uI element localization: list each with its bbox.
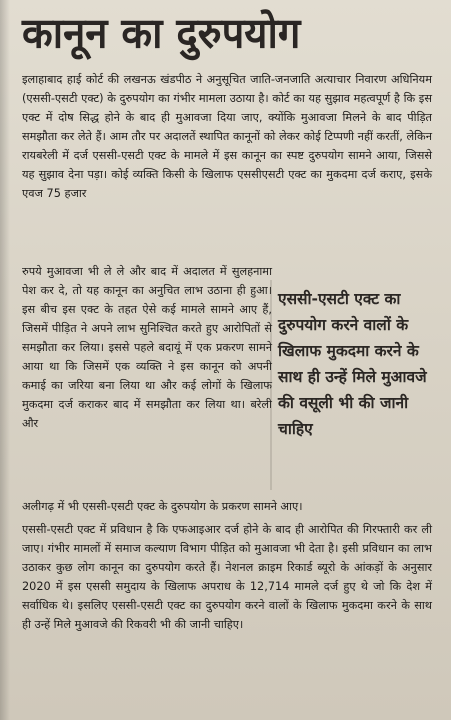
article-paragraph-2: रुपये मुआवजा भी ले ले और बाद में अदालत में सुलहनामा पेश कर दे, तो यह कानून का अनुचित लाभ उठाना ही हुआ। इस बीच इस एक्ट के तहत ऐसे कई मामले सामने आए हैं, जिसमें पीड़ित ने अपने लाभ सुनिश्चित करते हुए आरोपितों से समझौता कर लिया। इससे पहले बदायूं में एक प्रकरण सामने आया था कि जिसमें एक व्यक्ति ने इस कानून को अपनी कमाई का जरिया बना लिया था और कई लोगों के खिलाफ मुकदमा दर्ज कराकर बाद में समझौता कर लिया था। बरेली और — [22, 265, 272, 430]
article-paragraph-3: अलीगढ़ में भी एससी-एसटी एक्ट के दुरुपयोग के प्रकरण सामने आए। — [22, 500, 303, 513]
pull-quote: एससी-एसटी एक्ट का दुरुपयोग करने वालों के खिलाफ मुकदमा करने के साथ ही उन्हें मिले मुआवजे की वसूली भी की जानी चाहिए — [278, 290, 427, 438]
article-headline: कानून का दुरुपयोग — [22, 9, 301, 59]
page-fold-shadow — [0, 0, 10, 720]
article-paragraph-4: एससी-एसटी एक्ट में प्रविधान है कि एफआइआर दर्ज होने के बाद ही आरोपित की गिरफ्तारी कर ली जाए। गंभीर मामलों में समाज कल्याण विभाग पीड़ित को मुआवजा भी देता है। इसी प्रविधान का लाभ उठाकर कुछ लोग कानून का दुरुपयोग करते हैं। नेशनल क्राइम रिकार्ड ब्यूरो के आंकड़ों के अनुसार 2020 में इस एससी समुदाय के खिलाफ अपराध के 12,714 मामले दर्ज हुए थे जो कि देश में सर्वाधिक थे। इसलिए एससी-एसटी एक्ट का दुरुपयोग करने वालों के खिलाफ मुकदमा करने के साथ ही उन्हें मिले मुआवजे की रिकवरी भी की जानी चाहिए। — [22, 523, 432, 631]
column-rule — [270, 280, 272, 490]
article-paragraph-1: इलाहाबाद हाई कोर्ट की लखनऊ खंडपीठ ने अनुसूचित जाति-जनजाति अत्याचार निवारण अधिनियम (एससी-एसटी एक्ट) के दुरुपयोग का गंभीर मामला उठाया है। कोर्ट का यह सुझाव महत्वपूर्ण है कि इस एक्ट में दोष सिद्ध होने के बाद ही मुआवजा दिया जाए, क्योंकि मुआवजा मिलने के बाद पीड़ित समझौता कर लेते हैं। आम तौर पर अदालतें स्थापित कानूनों को लेकर कोई टिप्पणी नहीं करतीं, लेकिन रायबरेली में दर्ज एससी-एसटी एक्ट के मामले में इस कानून का स्पष्ट दुरुपयोग सामने आया, जिससे यह सुझाव देना पड़ा। कोई व्यक्ति किसी के खिलाफ एससीएसटी एक्ट का मुकदमा दर्ज कराए, इसके एवज 75 हजार — [22, 73, 432, 200]
